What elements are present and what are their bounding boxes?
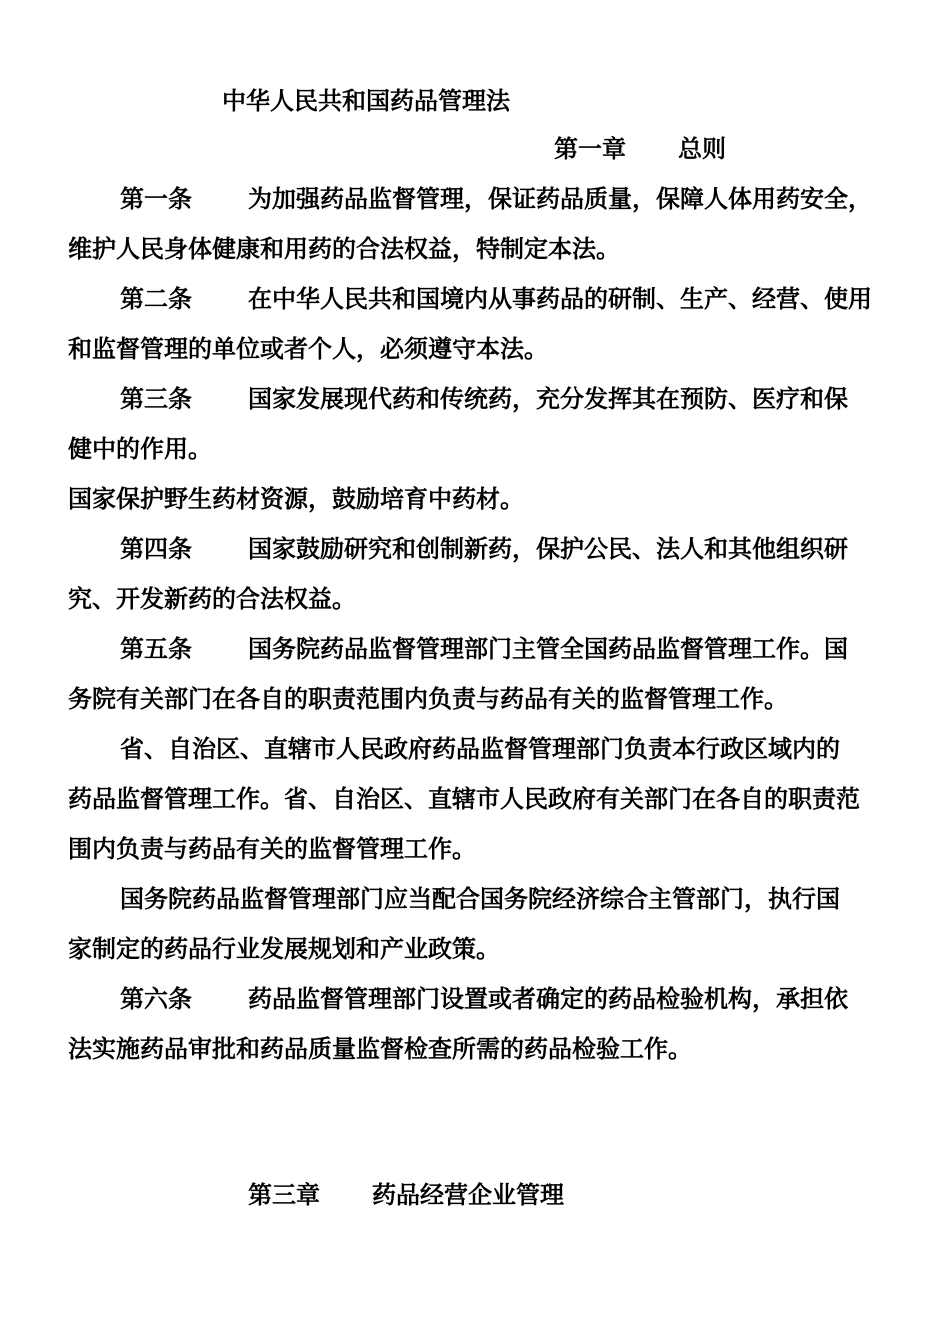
article-2-line-2: 和监督管理的单位或者个人，必须遵守本法。 xyxy=(68,335,548,363)
article-1-text-1: 为加强药品监督管理，保证药品质量，保障人体用药安全， xyxy=(248,185,872,213)
article-4-line-1 xyxy=(120,534,848,564)
article-2-label: 第二条 xyxy=(120,285,192,313)
chapter-3-heading xyxy=(248,1180,564,1210)
article-4-label: 第四条 xyxy=(120,535,192,563)
article-3-line-1 xyxy=(120,384,848,414)
article-2-text-1: 在中华人民共和国境内从事药品的研制、生产、经营、使用 xyxy=(248,285,872,313)
article-1-line-1 xyxy=(120,184,872,214)
article-5-para-2-line-2: 药品监督管理工作。省、自治区、直辖市人民政府有关部门在各自的职责范 xyxy=(68,785,860,813)
article-3-text-1: 国家发展现代药和传统药，充分发挥其在预防、医疗和保 xyxy=(248,385,848,413)
article-4-text-1: 国家鼓励研究和创制新药，保护公民、法人和其他组织研 xyxy=(248,535,848,563)
chapter-1-name: 总则 xyxy=(678,135,726,163)
article-6-label: 第六条 xyxy=(120,985,192,1013)
article-3-label: 第三条 xyxy=(120,385,192,413)
article-4-line-2: 究、开发新药的合法权益。 xyxy=(68,585,356,613)
article-5-para-3-line-2: 家制定的药品行业发展规划和产业政策。 xyxy=(68,935,500,963)
article-6-text-1: 药品监督管理部门设置或者确定的药品检验机构，承担依 xyxy=(248,985,848,1013)
article-5-para-3-line-1: 国务院药品监督管理部门应当配合国务院经济综合主管部门，执行国 xyxy=(120,885,840,913)
law-title: 中华人民共和国药品管理法 xyxy=(222,87,510,115)
chapter-1-label: 第一章 xyxy=(554,135,626,163)
article-1-line-2: 维护人民身体健康和用药的合法权益，特制定本法。 xyxy=(68,235,620,263)
chapter-3-label: 第三章 xyxy=(248,1181,320,1209)
article-5-line-1 xyxy=(120,634,848,664)
article-5-label: 第五条 xyxy=(120,635,192,663)
article-2-line-1 xyxy=(120,284,872,314)
chapter-3-name: 药品经营企业管理 xyxy=(372,1181,564,1209)
article-5-text-1: 国务院药品监督管理部门主管全国药品监督管理工作。国 xyxy=(248,635,848,663)
article-6-line-1 xyxy=(120,984,848,1014)
article-6-line-2: 法实施药品审批和药品质量监督检查所需的药品检验工作。 xyxy=(68,1035,692,1063)
article-3-line-2: 健中的作用。 xyxy=(68,435,212,463)
chapter-1-heading xyxy=(554,134,726,164)
article-3-line-3: 国家保护野生药材资源，鼓励培育中药材。 xyxy=(68,485,524,513)
article-5-para-2-line-1: 省、自治区、直辖市人民政府药品监督管理部门负责本行政区域内的 xyxy=(120,735,840,763)
article-1-label: 第一条 xyxy=(120,185,192,213)
article-5-para-2-line-3: 围内负责与药品有关的监督管理工作。 xyxy=(68,835,476,863)
article-5-line-2: 务院有关部门在各自的职责范围内负责与药品有关的监督管理工作。 xyxy=(68,685,788,713)
